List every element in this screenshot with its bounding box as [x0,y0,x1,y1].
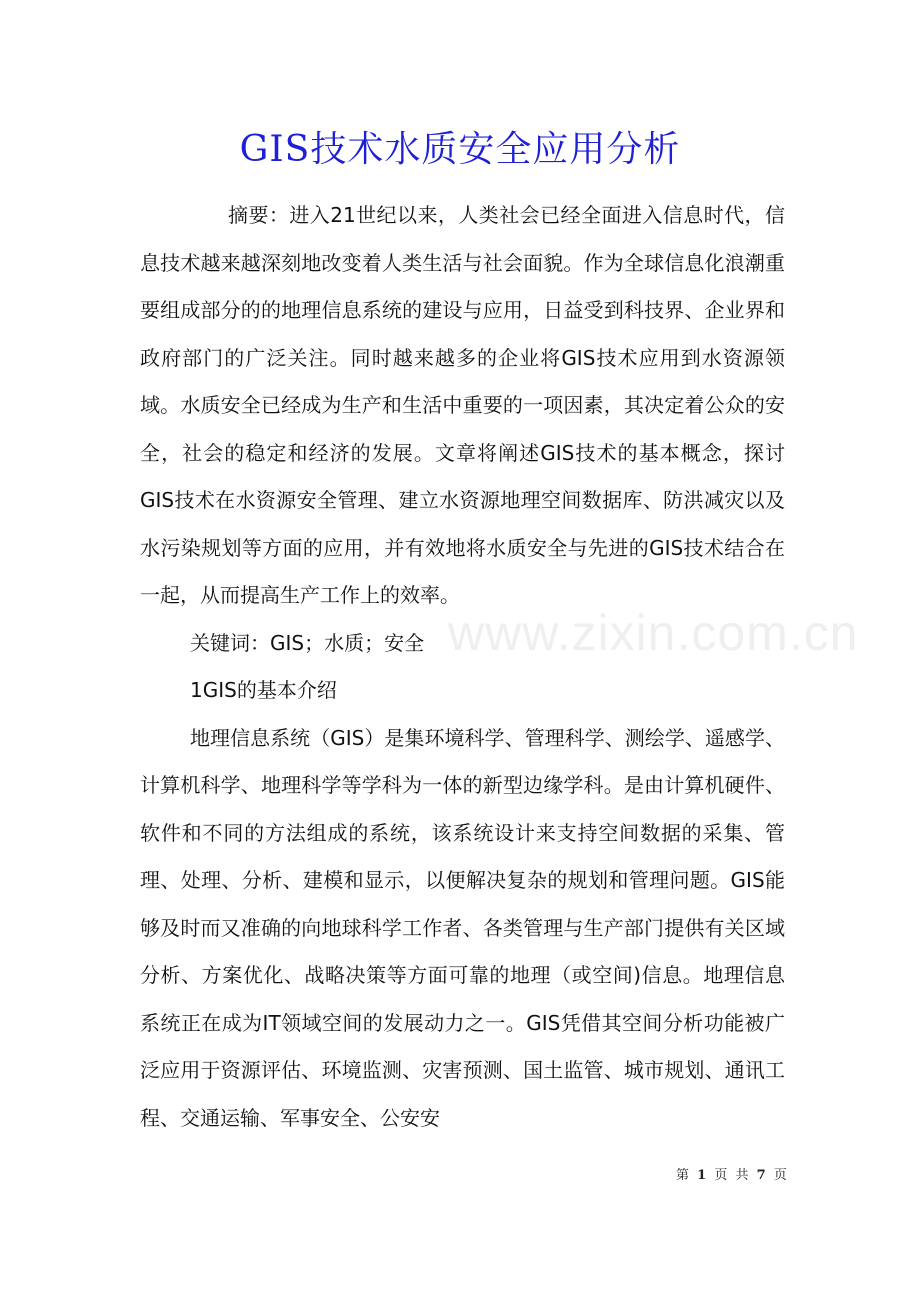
footer-middle: 页 共 [714,1168,749,1183]
section-paragraph: 地理信息系统（GIS）是集环境科学、管理科学、测绘学、遥感学、计算机科学、地理科学等学科为一体的新型边缘学科。是由计算机硬件、软件和不同的方法组成的系统，该系统设计来支持空间数据的采集、管理、处理、分析、建模和显示，以便解决复杂的规划和管理问题。GIS能够及时而又准确的向地球科学工作者、各类管理与生产部门提供有关区域分析、方案优化、战略决策等方面可靠的地理（或空间)信息。地理信息系统正在成为IT领域空间的发展动力之一。GIS凭借其空间分析功能被广泛应用于资源评估、环境监测、灾害预测、国土监管、城市规划、通讯工程、交通运输、军事安全、公安安 [140,725,785,1130]
footer-total-pages: 7 [756,1168,766,1183]
section-heading: 1GIS的基本介绍 [190,678,337,702]
document-title: GIS技术水质安全应用分析 [239,129,681,170]
footer-current-page: 1 [697,1168,707,1183]
footer-suffix: 页 [773,1168,787,1183]
footer-prefix: 第 [676,1168,690,1183]
page-footer [676,1164,787,1183]
abstract-paragraph: 摘要：进入21世纪以来，人类社会已经全面进入信息时代，信息技术越来越深刻地改变着人类生活与社会面貌。作为全球信息化浪潮重要组成部分的的地理信息系统的建设与应用，日益受到科技界、企业界和政府部门的广泛关注。同时越来越多的企业将GIS技术应用到水资源领域。水质安全已经成为生产和生活中重要的一项因素，其决定着公众的安全，社会的稳定和经济的发展。文章将阐述GIS技术的基本概念，探讨GIS技术在水资源安全管理、建立水资源地理空间数据库、防洪减灾以及水污染规划等方面的应用，并有效地将水质安全与先进的GIS技术结合在一起，从而提高生产工作上的效率。 [140,203,785,607]
watermark: www.zixin.com.cn [448,605,859,661]
document-body [140,192,785,1142]
keywords-line: 关键词：GIS；水质；安全 [190,630,425,655]
